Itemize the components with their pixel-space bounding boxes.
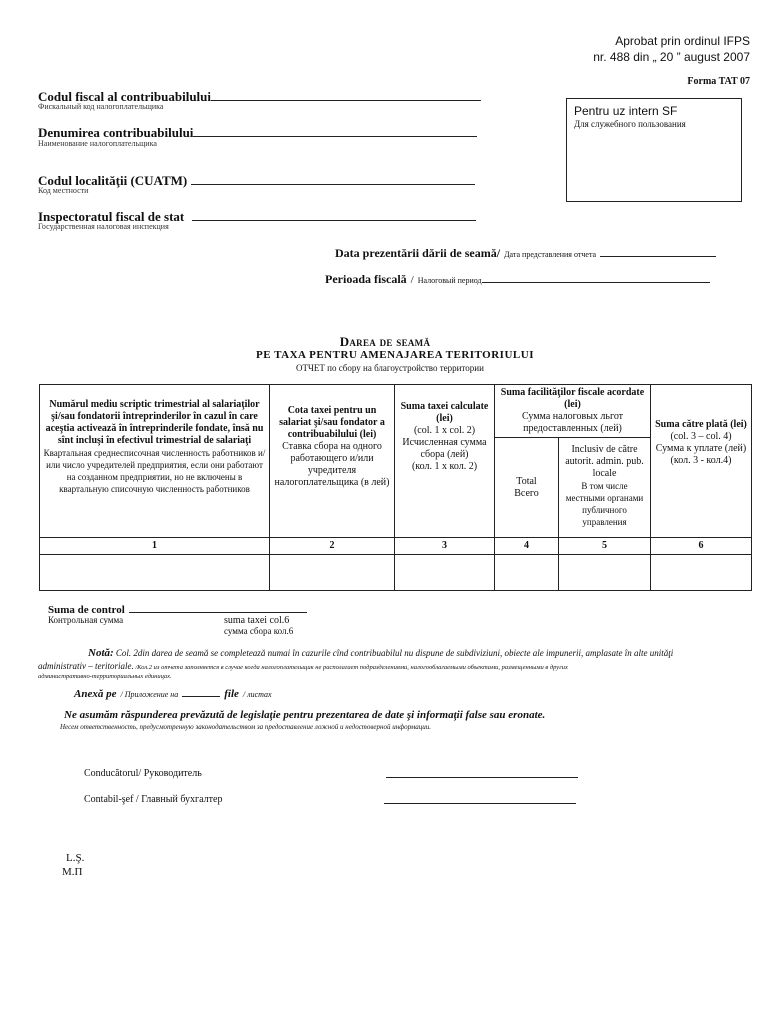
control-sum-note-ru: сумма сбора кол.6 [224, 626, 294, 636]
col45-header-ro: Suma facilităţilor fiscale acordate (lei) [500, 387, 645, 410]
col1-header-ru: Квартальная среднесписочная численность работников и/или число учредителей предприятия, если они работают на созданном предприятии, но не включены в квартальную списочную численность работников [43, 448, 266, 494]
accountant-signature-line[interactable] [384, 803, 576, 804]
control-sum-label: Suma de control [48, 604, 125, 616]
report-title: Darea de seamă [339, 334, 431, 349]
note-line-2 [38, 661, 568, 671]
approval-line-2: nr. 488 din „ 20 ” august 2007 [593, 50, 750, 64]
col1-header [40, 385, 270, 538]
inspectorate-label: Inspectoratul fiscal de stat [38, 209, 185, 224]
col3-header-ro: Suma taxei calculate (lei) [400, 401, 489, 424]
value-cell-4[interactable] [495, 555, 559, 591]
fiscal-code-input-line[interactable] [211, 100, 481, 101]
col3-header [395, 385, 495, 538]
col6-header [651, 385, 752, 538]
fiscal-period-label: Perioada fiscală [325, 272, 407, 286]
fiscal-period-sub: Налоговый период [417, 276, 482, 285]
col1-header-ro: Numărul mediu scriptic trimestrial al salariaţilor şi/sau fondatorii întreprinderilor în cazul în care aceştia activează în întreprinderile fondate, însă nu sînt incluşi în efectivul trimestrial de salariaţi [45, 399, 264, 446]
note-text-ru: /Кол.2 из отчета заполняется в случае когда налогоплательщик не располагает подразделениями, налогооблагаемыми объектами, размещенными в других [133, 664, 568, 671]
note-text-ro: Col. 2din darea de seamă se completează numai în cazurile cînd contribuabilul nu dispune de subdiviziuni, obiecte ale impunerii, amplasate în alte unităţi [113, 648, 674, 658]
annex-file: file [224, 688, 239, 700]
value-cell-5[interactable] [559, 555, 651, 591]
control-sum-sub: Контрольная сумма [48, 615, 124, 625]
report-title-ru: ОТЧЕТ по сбору на благоустройство территории [296, 363, 484, 373]
column-number-4: 4 [495, 538, 559, 555]
fiscal-period-input-line[interactable] [482, 282, 710, 283]
col6-formula-ro: (col. 3 – col. 4) [670, 431, 732, 442]
col6-header-ro: Suma către plată (lei) [655, 419, 747, 430]
taxpayer-name-label: Denumirea contribuabilului [38, 125, 194, 140]
data-entry-row [40, 555, 752, 591]
col5-header-ro: Inclusiv de către autorit. admin. pub. locale [565, 444, 644, 479]
approval-line-1: Aprobat prin ordinul IFPS [615, 34, 750, 48]
internal-use-title: Pentru uz intern SF [574, 104, 678, 118]
control-sum-input-line[interactable] [129, 612, 307, 613]
director-signature-line[interactable] [386, 777, 578, 778]
value-cell-2[interactable] [270, 555, 395, 591]
column-number-3: 3 [395, 538, 495, 555]
note-prefix: Notă: [88, 647, 114, 659]
responsibility-ru: Несем ответственность, предусмотренную законодательством за предоставление ложной и недостоверной информации. [60, 723, 431, 731]
inspectorate-sub: Государственная налоговая инспекция [38, 222, 169, 231]
value-cell-6[interactable] [651, 555, 752, 591]
taxpayer-name-sub: Наименование налогоплательщика [38, 139, 157, 148]
note-text-ro-2: administrativ – teritoriale. [38, 661, 134, 671]
locality-code-input-line[interactable] [191, 184, 475, 185]
internal-use-sub: Для служебного пользования [574, 119, 686, 129]
note-line-1 [88, 647, 673, 659]
col2-header [270, 385, 395, 538]
col45-header-ru: Сумма налоговых льгот предоставленных (лей) [521, 411, 624, 434]
col4-header-ru: Всего [514, 487, 539, 499]
annex-sub-1: / Приложение на [120, 690, 179, 699]
stamp-ro: L.Ş. [66, 852, 85, 864]
annex-pages-input-line[interactable] [182, 696, 220, 697]
col5-header [559, 438, 651, 538]
director-label: Conducătorul/ Руководитель [84, 768, 202, 779]
fiscal-period-separator: / [410, 274, 414, 286]
col5-header-ru: В том числе местными органами публичного управления [565, 481, 644, 527]
taxpayer-name-input-line[interactable] [193, 136, 477, 137]
locality-code-field[interactable] [38, 172, 475, 190]
fiscal-code-sub: Фискальный код налогоплательщика [38, 102, 164, 111]
control-sum-note-ro: suma taxei col.6 [224, 615, 290, 626]
fiscal-code-label: Codul fiscal al contribuabilului [38, 89, 212, 104]
internal-use-box [566, 98, 742, 202]
locality-code-label: Codul localităţii (CUATM) [38, 173, 188, 188]
responsibility-ro: Ne asumăm răspunderea prevăzută de legislaţie pentru prezentarea de date şi informaţii false sau eronate. [64, 709, 546, 721]
column-number-5: 5 [559, 538, 651, 555]
col6-header-ru: Сумма к уплате (лей) [655, 443, 747, 454]
fiscal-period-field[interactable] [325, 270, 710, 288]
col4-header-ro: Total [516, 475, 537, 487]
col6-formula-ru: (кол. 3 - кол.4) [670, 455, 732, 466]
column-number-2: 2 [270, 538, 395, 555]
submission-date-label: Data prezentării dării de seamă/ [335, 246, 501, 260]
col3-formula-ro: (col. 1 x col. 2) [413, 425, 476, 436]
col3-header-ru: Исчисленная сумма сбора (лей) [402, 437, 487, 460]
value-cell-3[interactable] [395, 555, 495, 591]
note-line-3: административно-территориальных единицах. [38, 673, 172, 680]
accountant-label: Contabil-şef / Главный бухгалтер [84, 794, 223, 805]
report-subtitle: PE TAXA PENTRU AMENAJAREA TERITORIULUI [256, 349, 534, 361]
column-number-1: 1 [40, 538, 270, 555]
inspectorate-input-line[interactable] [192, 220, 476, 221]
annex-label: Anexă pe [74, 688, 117, 700]
col3-formula-ru: (кол. 1 х кол. 2) [411, 461, 478, 472]
form-code: Forma TAT 07 [687, 76, 750, 87]
col2-header-ru: Ставка сбора на одного работающего и/или учредителя налогоплательщика (в лей) [274, 441, 390, 488]
tax-report-table [39, 384, 752, 591]
value-cell-1[interactable] [40, 555, 270, 591]
col2-header-ro: Cota taxei pentru un salariat şi/sau fondator a contribuabilului (lei) [279, 405, 385, 440]
col45-header [495, 385, 651, 438]
annex-sub-2: / листах [242, 690, 272, 699]
submission-date-field[interactable] [335, 244, 716, 262]
annex-field[interactable] [74, 684, 272, 702]
submission-date-sub: Дата представления отчета [504, 250, 597, 259]
column-number-6: 6 [651, 538, 752, 555]
stamp-ru: М.П [62, 866, 83, 878]
locality-code-sub: Код местности [38, 186, 89, 195]
col4-header [495, 438, 559, 538]
submission-date-input-line[interactable] [600, 256, 716, 257]
